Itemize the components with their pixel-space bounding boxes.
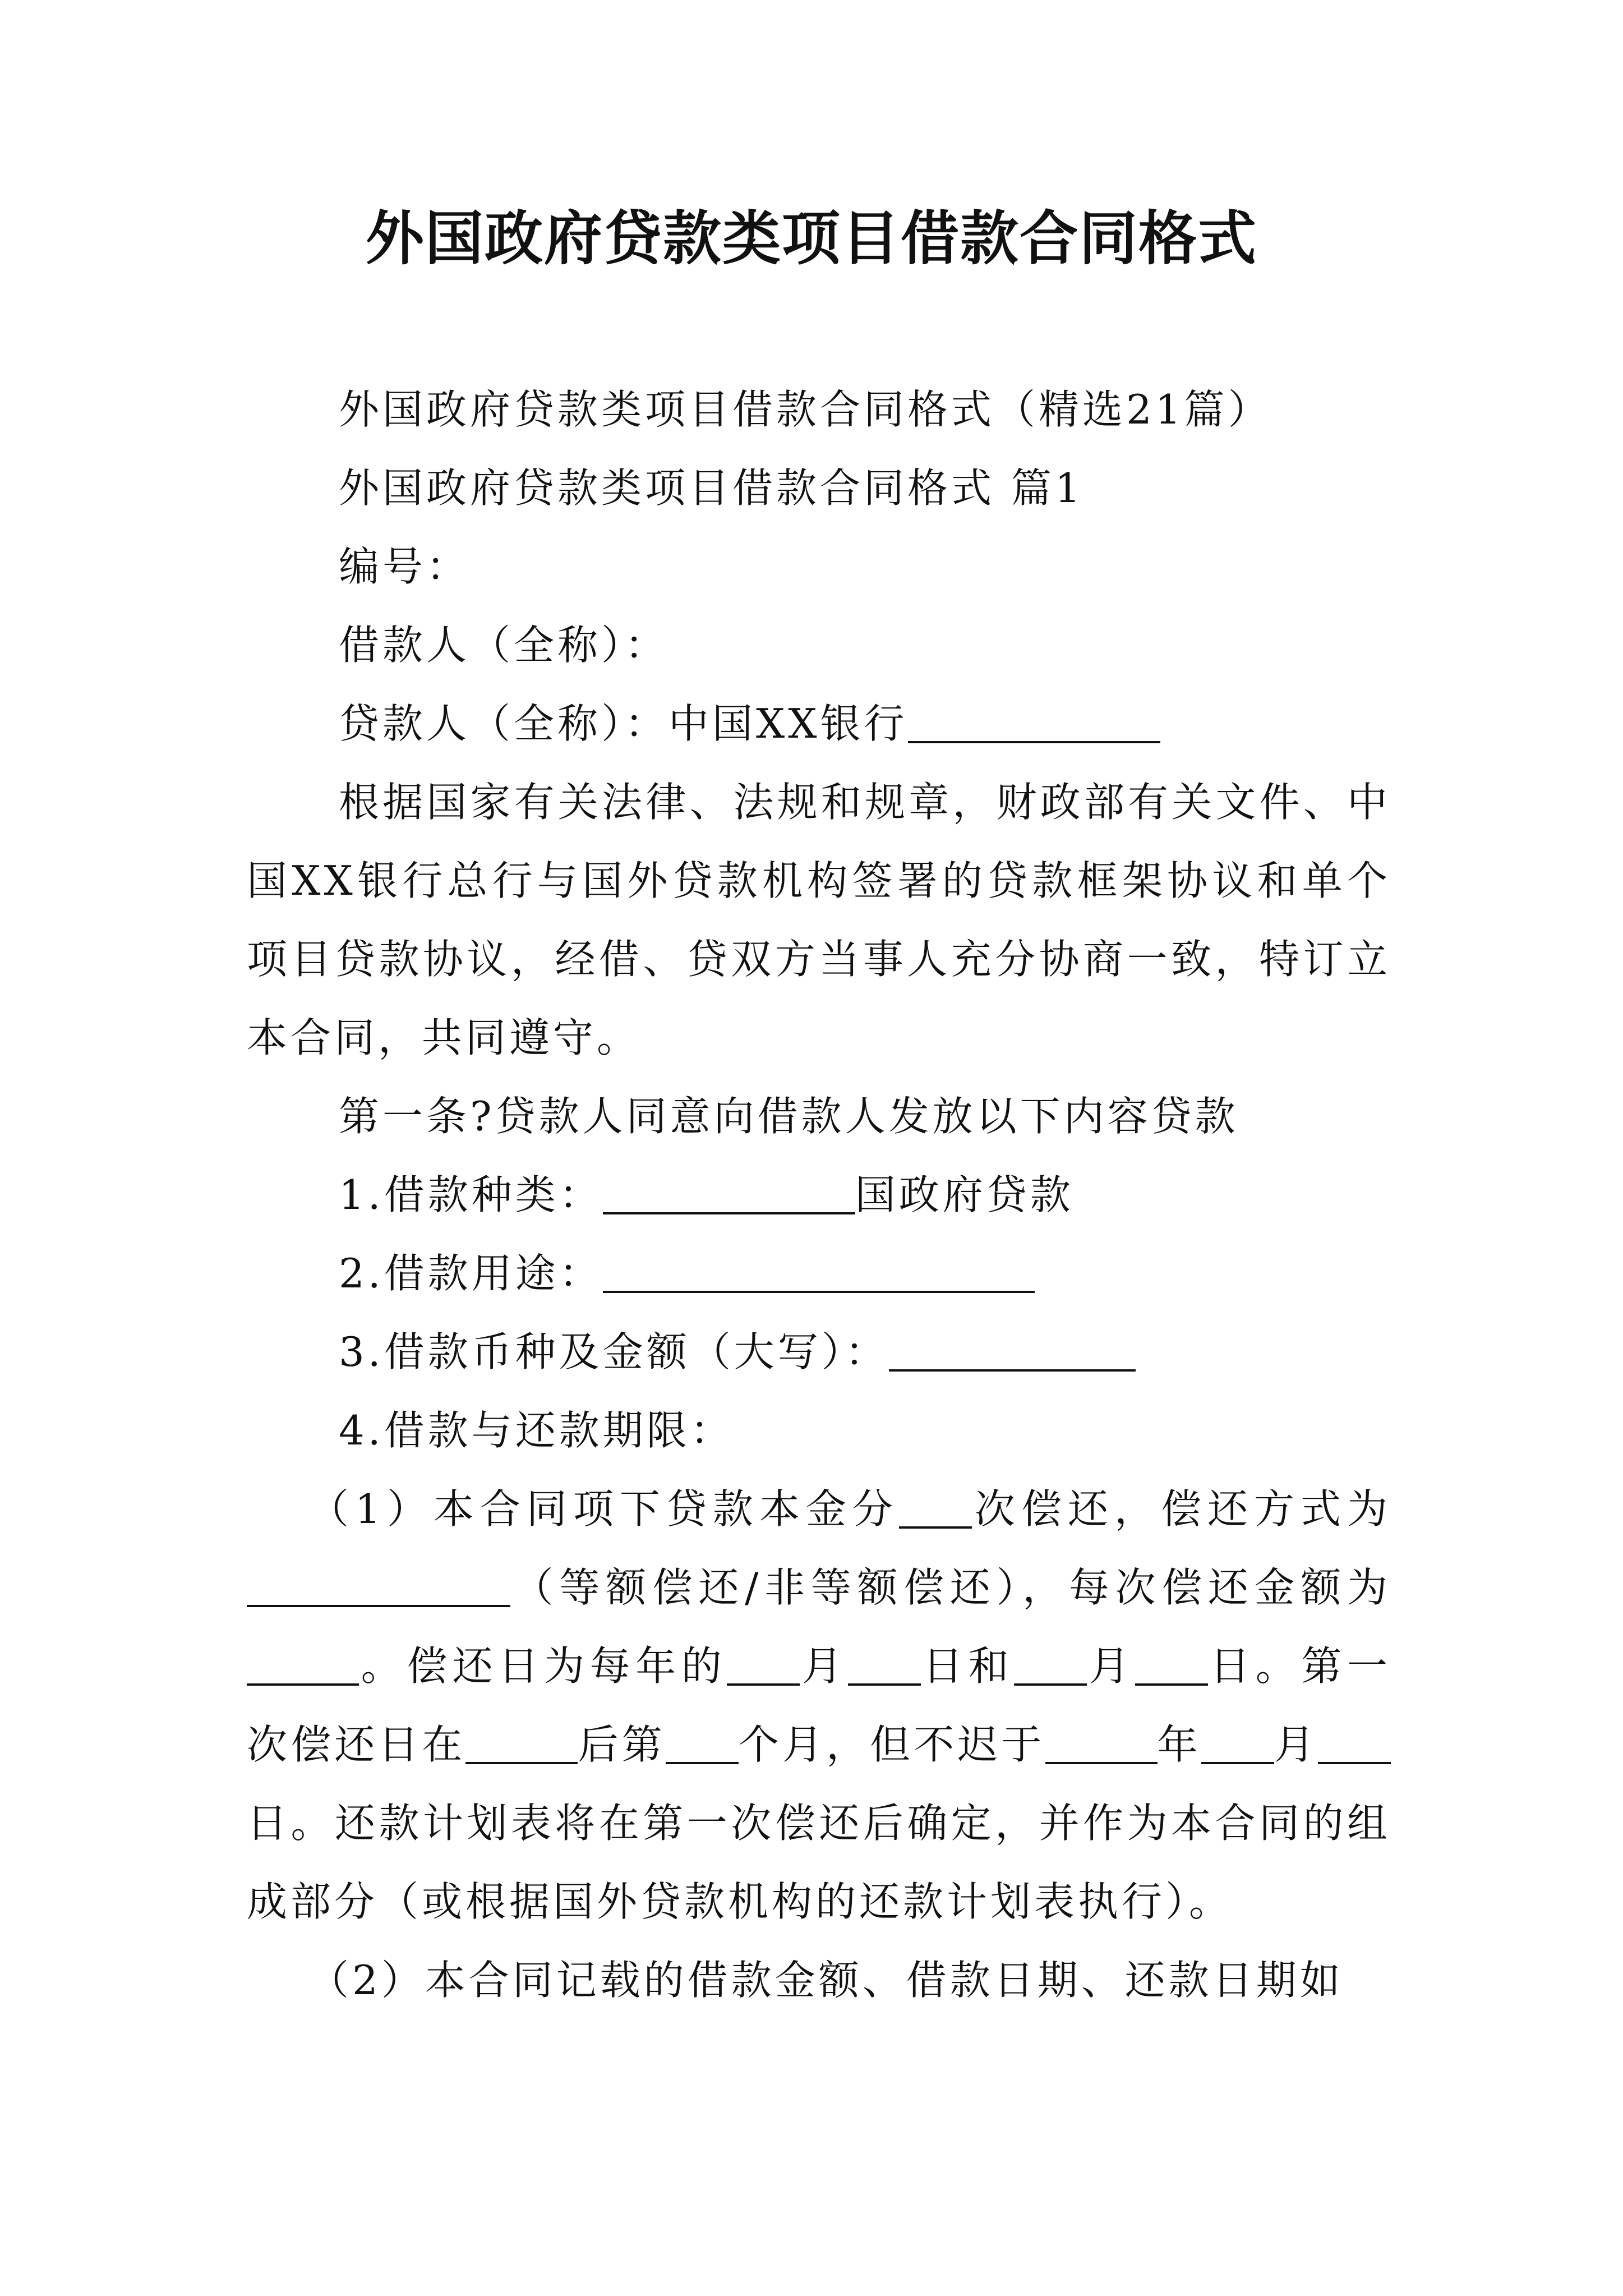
repayment-text-13: 日。还款计划表将在第一次偿还后确定，并作为本合同的组成部分（或根据国外贷款机构的还款计划表执行）。 [247, 1800, 1391, 1925]
repayment-blank-month-1 [727, 1643, 800, 1686]
repayment-text-12: 月 [1274, 1721, 1318, 1768]
repayment-blank-amount [247, 1643, 359, 1686]
loan-type-suffix: 国政府贷款 [855, 1171, 1074, 1218]
loan-currency-blank-line [889, 1329, 1136, 1372]
repayment-blank-day-2 [1135, 1643, 1208, 1686]
paragraph-loan-currency [247, 1313, 1391, 1391]
loan-purpose-blank-line [603, 1250, 1035, 1293]
loan-type-label: 1.借款种类： [339, 1171, 603, 1218]
lender-label: 贷款人（全称）：中国XX银行 [339, 700, 908, 747]
repayment-blank-month-3 [1201, 1722, 1274, 1764]
lender-blank-line [908, 701, 1160, 743]
repayment-text-10: 个月，但不迟于 [738, 1721, 1045, 1768]
repayment-text-6: 日和 [920, 1642, 1015, 1690]
repayment-text-9: 后第 [578, 1721, 666, 1768]
paragraph-loan-type [247, 1156, 1391, 1234]
repayment-text-1: （1）本合同项下贷款本金分 [308, 1485, 899, 1533]
paragraph-section-heading: 外国政府贷款类项目借款合同格式 篇1 [339, 464, 1084, 512]
repayment-blank-method [247, 1565, 510, 1607]
repayment-blank-year [1045, 1722, 1158, 1764]
document-title: 外国政府贷款类项目借款合同格式 [365, 204, 1257, 273]
repayment-text-4: 。偿还日为每年的 [359, 1642, 727, 1690]
loan-currency-label: 3.借款币种及金额（大写）： [339, 1328, 889, 1375]
repayment-blank-month-2 [1014, 1643, 1087, 1686]
document-body [247, 370, 1391, 2019]
paragraph-repayment-clause [247, 1470, 1391, 1941]
repayment-text-5: 月 [800, 1642, 848, 1690]
repayment-blank-first-date [465, 1722, 578, 1764]
repayment-blank-day-1 [848, 1643, 921, 1686]
loan-purpose-label: 2.借款用途： [339, 1250, 603, 1297]
repayment-text-11: 年 [1157, 1721, 1201, 1768]
paragraph-loan-term: 4.借款与还款期限： [339, 1407, 734, 1454]
repayment-text-8: 日。第一次偿还日在 [247, 1642, 1391, 1768]
repayment-text-2: 次偿还，偿还方式为 [971, 1485, 1391, 1533]
paragraph-number-field: 编号： [339, 543, 471, 590]
repayment-blank-day-3 [1318, 1722, 1391, 1764]
repayment-text-7: 月 [1087, 1642, 1135, 1690]
paragraph-record-clause: （2）本合同记载的借款金额、借款日期、还款日期如 [308, 1957, 1344, 2004]
repayment-text-3: （等额偿还/非等额偿还），每次偿还金额为 [510, 1564, 1391, 1611]
loan-type-blank-line [603, 1172, 855, 1214]
repayment-blank-months [666, 1722, 739, 1764]
paragraph-borrower-field: 借款人（全称）： [339, 622, 669, 669]
paragraph-preamble: 根据国家有关法律、法规和规章，财政部有关文件、中国XX银行总行与国外贷款机构签署的贷款框架协议和单个项目贷款协议，经借、贷双方当事人充分协商一致，特订立本合同，共同遵守。 [247, 779, 1391, 1061]
repayment-blank-installments [899, 1486, 972, 1529]
paragraph-lender-field [247, 684, 1391, 763]
paragraph-article-one: 第一条?贷款人同意向借款人发放以下内容贷款 [339, 1093, 1239, 1140]
paragraph-loan-purpose [247, 1234, 1391, 1313]
paragraph-subtitle: 外国政府贷款类项目借款合同格式（精选21篇） [339, 386, 1272, 433]
